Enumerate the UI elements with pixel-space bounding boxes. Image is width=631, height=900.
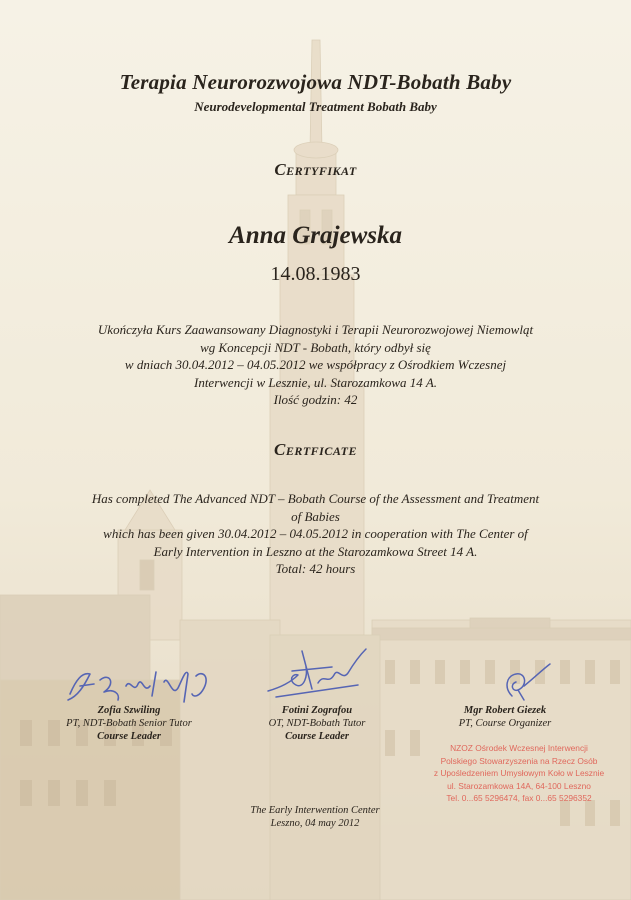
- stamp-line-2: Polskiego Stowarzyszenia na Rzecz Osób: [440, 755, 598, 766]
- signatory-3: [420, 704, 590, 730]
- stamp-line-3: z Upośledzeniem Umysłowym Koło w Lesznie: [433, 768, 605, 779]
- issuing-center-name: The Early Interwention Center: [250, 805, 380, 816]
- polish-hours: Ilość godzin: 42: [273, 392, 358, 407]
- stamp-line-1: NZOZ Ośrodek Wczesnej Interwencji: [450, 743, 588, 753]
- signatory-3-title: PT, Course Organizer: [458, 718, 552, 729]
- recipient-name: Anna Grajewska: [229, 222, 402, 249]
- english-text-line-2: of Babies: [291, 508, 340, 524]
- signature-szwiling: [60, 658, 220, 706]
- signatory-2-role: Course Leader: [285, 731, 349, 742]
- course-subtitle: Neurodevelopmental Treatment Bobath Baby: [194, 99, 437, 114]
- course-title: Terapia Neurorozwojowa NDT-Bobath Baby: [119, 70, 512, 94]
- signatory-3-name: Mgr Robert Giezek: [463, 705, 547, 716]
- english-text-line-4: Early Intervention in Leszno at the Starozamkowa Street 14 A.: [153, 543, 478, 559]
- english-hours: Total: 42 hours: [275, 561, 356, 576]
- polish-text-line-2: wg Koncepcji NDT - Bobath, który odbył się: [200, 339, 431, 355]
- signatory-2-title: OT, NDT-Bobath Tutor: [268, 718, 366, 729]
- signature-zografou: [262, 645, 372, 703]
- english-text-line-1: Has completed The Advanced NDT – Bobath Course of the Assessment and Treatment: [91, 491, 540, 506]
- signatory-2-name: Fotini Zografou: [281, 705, 353, 716]
- polish-text-line-4: Interwencji w Lesznie, ul. Starozamkowa 14 A.: [193, 374, 438, 390]
- organization-stamp: [426, 742, 612, 805]
- recipient-birthdate: 14.08.1983: [270, 263, 361, 285]
- issue-place-date: Leszno, 04 may 2012: [270, 818, 360, 829]
- polish-text-line-1: Ukończyła Kurs Zaawansowany Diagnostyki i Terapii Neurorozwojowej Niemowląt: [97, 322, 534, 337]
- stamp-line-4: ul. Starozamkowa 14A, 64-100 Leszno: [447, 780, 591, 791]
- signatory-1-title: PT, NDT-Bobath Senior Tutor: [66, 718, 192, 729]
- issuing-center: [210, 804, 420, 830]
- english-heading: Certficate: [273, 440, 358, 459]
- signature-giezek: [494, 660, 554, 704]
- polish-text-line-3: w dniach 30.04.2012 – 04.05.2012 we współpracy z Ośrodkiem Wczesnej: [124, 357, 507, 372]
- signatory-1: [44, 704, 214, 743]
- english-text-line-3: which has been given 30.04.2012 – 04.05.2012 in cooperation with The Center of: [103, 526, 528, 541]
- signatory-1-role: Course Leader: [97, 731, 161, 742]
- signatory-2: [232, 704, 402, 743]
- stamp-line-5: Tel. 0...65 5296474, fax 0...65 5296352: [446, 793, 592, 804]
- signatory-1-name: Zofia Szwiling: [97, 705, 161, 716]
- polish-heading: Certyfikat: [274, 160, 357, 179]
